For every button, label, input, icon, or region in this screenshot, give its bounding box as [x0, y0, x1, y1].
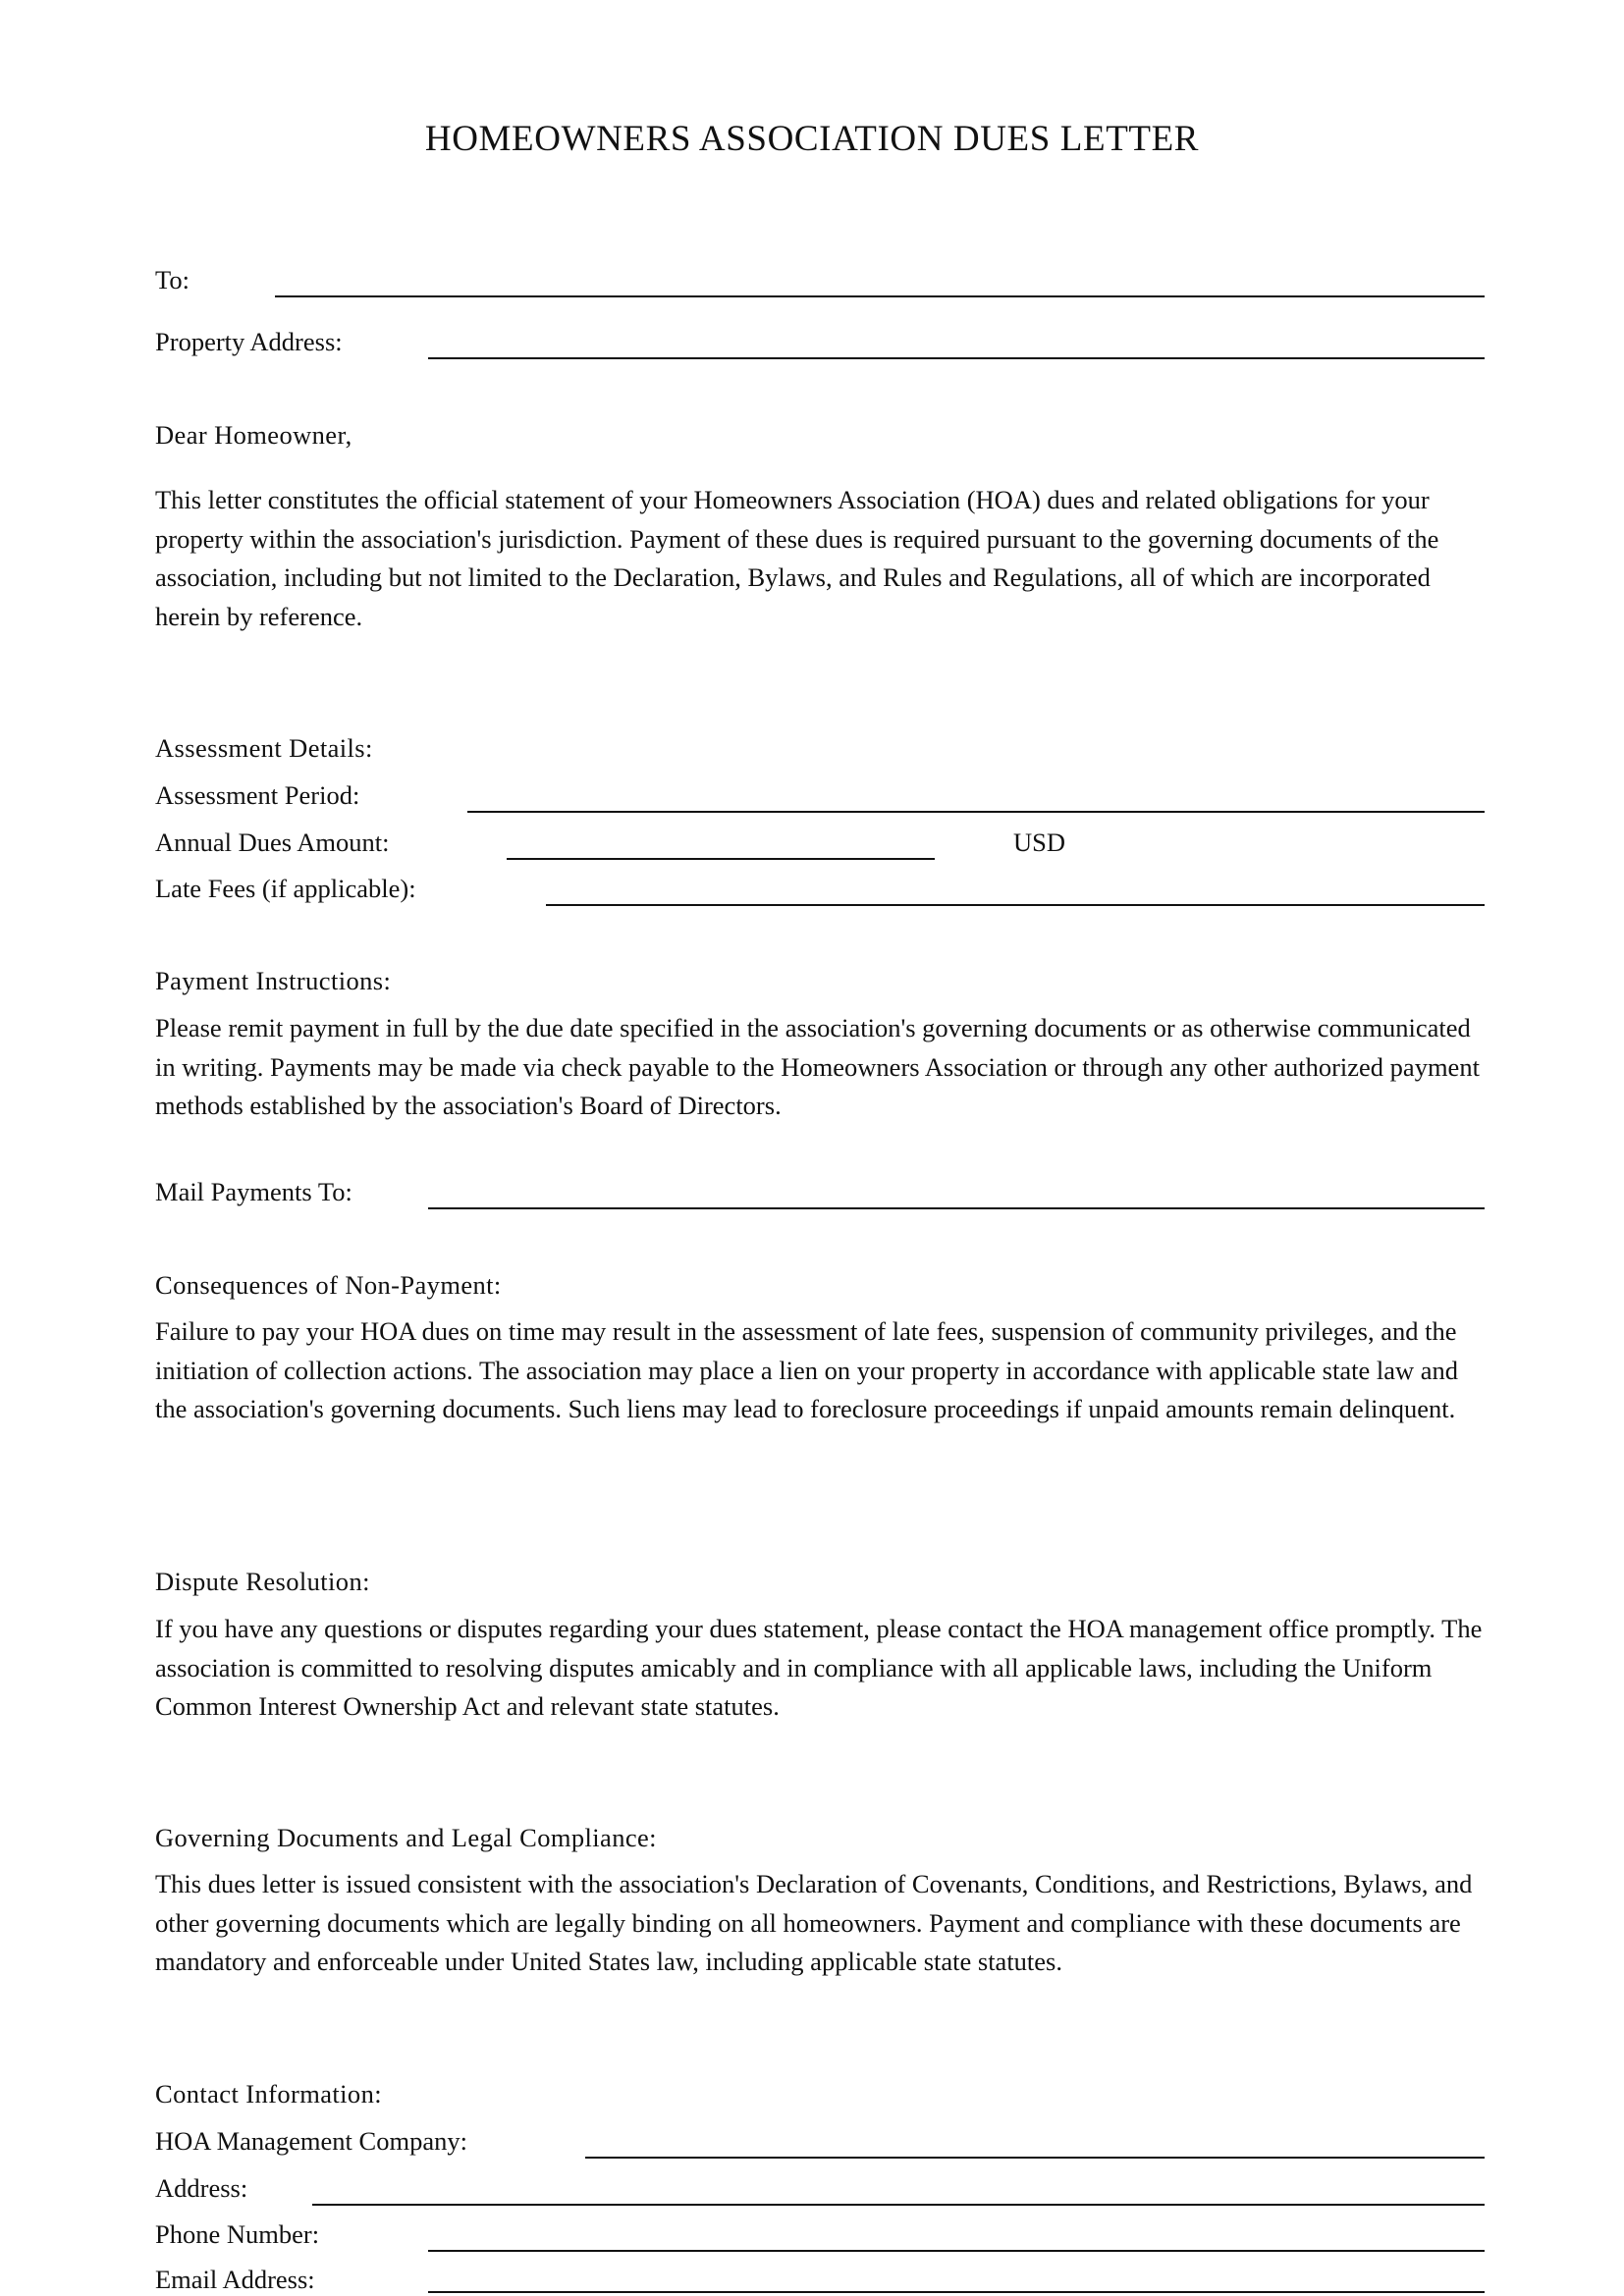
- property-address-label: Property Address:: [155, 327, 343, 356]
- address-field[interactable]: [312, 2173, 1485, 2203]
- to-field[interactable]: [275, 265, 1485, 294]
- currency-label: USD: [1013, 828, 1066, 857]
- payment-heading: Payment Instructions:: [155, 966, 392, 995]
- hoa-company-field[interactable]: [585, 2126, 1485, 2156]
- mail-payments-label: Mail Payments To:: [155, 1177, 352, 1206]
- property-address-field[interactable]: [428, 327, 1485, 356]
- mail-payments-underline: [428, 1207, 1485, 1209]
- address-underline: [312, 2204, 1485, 2206]
- dispute-paragraph: If you have any questions or disputes regarding your dues statement, please contact the HOA management office promptly. The association is committed to resolving disputes amicably and in compliance with all applicable laws, including the Uniform Common Interest Ownership Act and relevant state statutes.: [155, 1614, 1483, 1721]
- phone-field[interactable]: [428, 2219, 1485, 2249]
- annual-dues-field[interactable]: [507, 828, 935, 857]
- to-underline: [275, 295, 1485, 297]
- to-label: To:: [155, 265, 189, 294]
- document-title: HOMEOWNERS ASSOCIATION DUES LETTER: [424, 119, 1200, 159]
- contact-heading: Contact Information:: [155, 2079, 382, 2109]
- annual-dues-label: Annual Dues Amount:: [155, 828, 390, 857]
- mail-payments-field[interactable]: [428, 1177, 1485, 1206]
- assessment-period-underline: [467, 811, 1485, 813]
- payment-paragraph: Please remit payment in full by the due date specified in the association's governing documents or as otherwise communicated in writing. Payments may be made via check payable to the Homeowners Association or through any other authorized payment methods established by the association's Board of Directors.: [155, 1013, 1480, 1120]
- late-fees-underline: [546, 904, 1485, 906]
- email-label: Email Address:: [155, 2265, 315, 2294]
- salutation: Dear Homeowner,: [155, 420, 352, 450]
- assessment-period-label: Assessment Period:: [155, 780, 360, 810]
- phone-underline: [428, 2250, 1485, 2252]
- late-fees-field[interactable]: [546, 874, 1485, 903]
- annual-dues-underline: [507, 858, 935, 860]
- property-address-underline: [428, 357, 1485, 359]
- email-field[interactable]: [428, 2263, 1485, 2292]
- late-fees-label: Late Fees (if applicable):: [155, 874, 416, 903]
- assessment-period-field[interactable]: [467, 780, 1485, 810]
- phone-label: Phone Number:: [155, 2219, 320, 2249]
- email-underline: [428, 2291, 1485, 2293]
- intro-paragraph: This letter constitutes the official statement of your Homeowners Association (HOA) dues and related obligations for your property within the association's jurisdiction. Payment of these dues is required pursuant to the governing documents of the association, including but not limited to the Declaration, Bylaws, and Rules and Regulations, all of which are incorporated herein by reference.: [155, 485, 1439, 631]
- dispute-heading: Dispute Resolution:: [155, 1567, 370, 1596]
- hoa-company-label: HOA Management Company:: [155, 2126, 467, 2156]
- governing-paragraph: This dues letter is issued consistent with the association's Declaration of Covenants, Conditions, and Restrictions, Bylaws, and other governing documents which are legally binding on all homeowners. Payment and compliance with these documents are mandatory and enforceable under United States law, including applicable state statutes.: [155, 1869, 1473, 1976]
- hoa-company-underline: [585, 2157, 1485, 2159]
- address-label: Address:: [155, 2173, 248, 2203]
- consequences-heading: Consequences of Non-Payment:: [155, 1270, 502, 1300]
- assessment-heading: Assessment Details:: [155, 733, 373, 763]
- governing-heading: Governing Documents and Legal Compliance:: [155, 1823, 657, 1852]
- consequences-paragraph: Failure to pay your HOA dues on time may result in the assessment of late fees, suspension of community privileges, and the initiation of collection actions. The association may place a lien on your property in accordance with applicable state law and the association's governing documents. Such liens may lead to foreclosure proceedings if unpaid amounts remain delinquent.: [155, 1316, 1458, 1423]
